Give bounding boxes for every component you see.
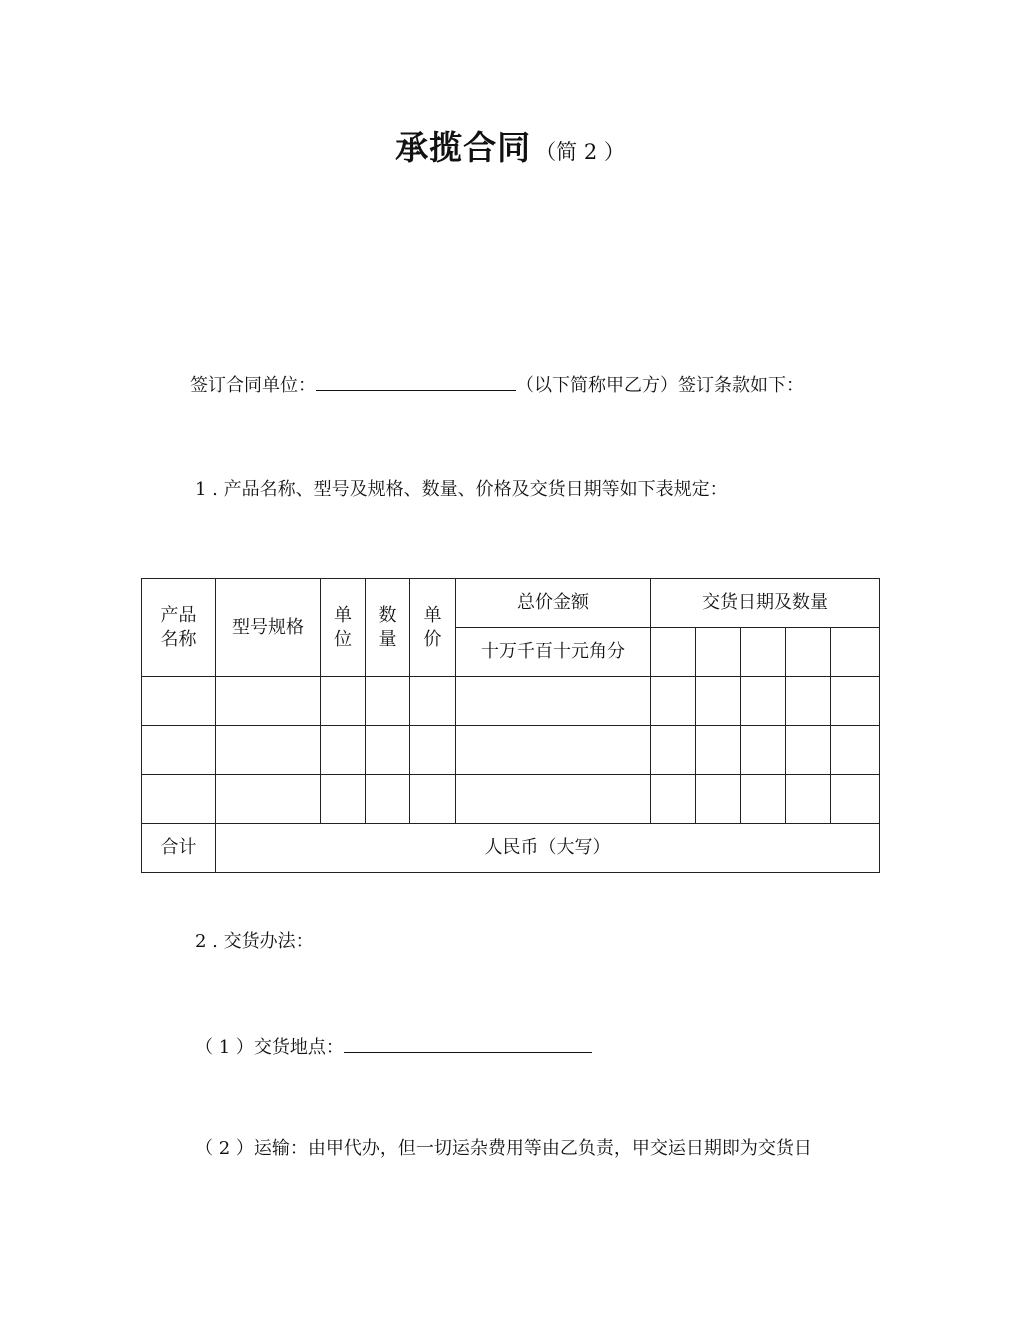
total-rmb[interactable]: 人民币（大写） — [216, 824, 880, 873]
table-cell[interactable] — [410, 726, 456, 775]
table-cell[interactable] — [366, 726, 410, 775]
delivery-location-blank[interactable] — [344, 1034, 592, 1053]
table-cell[interactable] — [456, 677, 651, 726]
table-row — [142, 775, 880, 824]
table-cell[interactable] — [786, 677, 831, 726]
table-cell[interactable] — [410, 677, 456, 726]
header-product-name: 产品 名称 — [142, 579, 216, 677]
table-cell[interactable] — [216, 677, 321, 726]
table-cell[interactable] — [651, 726, 696, 775]
clause-2-1-line — [195, 1034, 592, 1060]
table-cell[interactable] — [831, 677, 880, 726]
header-delivery: 交货日期及数量 — [651, 579, 880, 628]
table-cell[interactable] — [456, 775, 651, 824]
table-cell[interactable] — [321, 677, 366, 726]
header-total-digits: 十万千百十元角分 — [456, 628, 651, 677]
table-cell[interactable] — [741, 628, 786, 677]
header-unit: 单 位 — [321, 579, 366, 677]
table-cell[interactable] — [696, 677, 741, 726]
clause-2: 2 . 交货办法： — [195, 931, 314, 952]
table-row — [142, 677, 880, 726]
intro-prefix: 签订合同单位： — [190, 375, 316, 396]
table-cell[interactable] — [321, 775, 366, 824]
table-cell[interactable] — [786, 726, 831, 775]
table-cell[interactable] — [142, 677, 216, 726]
header-total-amount: 总价金额 — [456, 579, 651, 628]
title-subtitle: （简 2 ） — [535, 140, 625, 164]
table-cell[interactable] — [142, 726, 216, 775]
table-cell[interactable] — [216, 726, 321, 775]
table-cell[interactable] — [786, 628, 831, 677]
document-title — [0, 122, 1020, 169]
clause-2-2: （ 2 ）运输：由甲代办，但一切运杂费用等由乙负责，甲交运日期即为交货日 — [195, 1138, 812, 1159]
table-cell[interactable] — [696, 775, 741, 824]
total-label: 合计 — [142, 824, 216, 873]
table-cell[interactable] — [366, 775, 410, 824]
table-header-row — [142, 579, 880, 628]
table-cell[interactable] — [366, 677, 410, 726]
table-cell[interactable] — [142, 775, 216, 824]
intro-line — [190, 372, 804, 398]
header-unit-price: 单 价 — [410, 579, 456, 677]
title-main: 承揽合同 — [395, 128, 532, 167]
table-total-row — [142, 824, 880, 873]
table-row — [142, 726, 880, 775]
clause-1: 1 . 产品名称、型号及规格、数量、价格及交货日期等如下表规定： — [195, 479, 728, 500]
contract-party-blank[interactable] — [316, 372, 516, 391]
table-cell[interactable] — [651, 775, 696, 824]
table-cell[interactable] — [786, 775, 831, 824]
table-cell[interactable] — [696, 726, 741, 775]
table-cell[interactable] — [741, 726, 786, 775]
table-cell[interactable] — [741, 775, 786, 824]
header-quantity: 数 量 — [366, 579, 410, 677]
table-cell[interactable] — [741, 677, 786, 726]
table-cell[interactable] — [696, 628, 741, 677]
table-cell[interactable] — [831, 628, 880, 677]
clause-2-1-label: （ 1 ）交货地点： — [195, 1037, 344, 1058]
table-cell[interactable] — [651, 677, 696, 726]
intro-suffix: （以下简称甲乙方）签订条款如下： — [516, 375, 804, 396]
table-cell[interactable] — [321, 726, 366, 775]
product-table — [141, 578, 880, 873]
table-cell[interactable] — [831, 726, 880, 775]
table-cell[interactable] — [651, 628, 696, 677]
table-cell[interactable] — [216, 775, 321, 824]
table-cell[interactable] — [831, 775, 880, 824]
header-model: 型号规格 — [216, 579, 321, 677]
table-cell[interactable] — [456, 726, 651, 775]
table-cell[interactable] — [410, 775, 456, 824]
